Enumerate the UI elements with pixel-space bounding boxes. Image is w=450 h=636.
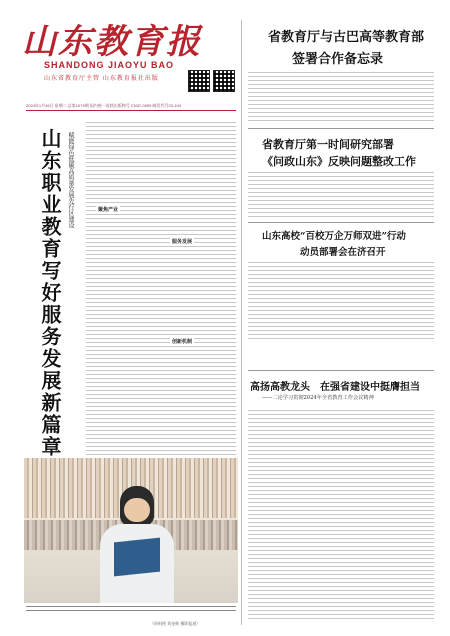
- lead-photo: [24, 458, 238, 603]
- masthead-logo: 山东教育报: [22, 22, 202, 62]
- section-head: 创新机制: [172, 339, 193, 345]
- section-divider: [248, 128, 434, 129]
- story4-headline: 高扬高教龙头 在强省建设中挺膺担当: [250, 382, 420, 393]
- qr-code-icon: [188, 70, 210, 92]
- section-divider: [248, 222, 434, 223]
- story3-headline: 山东高校“百校万企万师双进”行动: [262, 231, 406, 242]
- story4-subhead: ——二论学习贯彻2024年全省教育工作会议精神: [262, 395, 374, 401]
- photo-caption: [26, 606, 236, 614]
- section-head: 服务发展: [172, 239, 193, 245]
- lead-story-body: [86, 122, 236, 478]
- masthead-rule: [26, 110, 236, 111]
- book: [114, 538, 160, 577]
- section-divider: [248, 370, 434, 371]
- story3-headline-line2: 动员部署会在济召开: [300, 247, 386, 258]
- masthead-slogan: 山东省教育厅主管 山东教育报社出版: [44, 75, 159, 82]
- story2-headline: 省教育厅第一时间研究部署: [262, 138, 394, 151]
- photo-credit: （资料图 刘金辉 摄影报道）: [150, 621, 201, 626]
- column-divider: [241, 20, 242, 625]
- lead-story-headline: 山东职业教育写好服务发展新篇章: [38, 128, 62, 458]
- top-story-headline: 省教育厅与古巴高等教育部: [268, 30, 425, 45]
- masthead-english: SHANDONG JIAOYU BAO: [44, 60, 175, 70]
- student-figure: [124, 498, 150, 522]
- story3-body: [248, 262, 434, 342]
- qr-code-icon: [213, 70, 235, 92]
- story2-body: [248, 172, 434, 220]
- lead-story-subhead: 赋能绿色低碳高质量发展先行区建设: [67, 132, 74, 228]
- section-head: 聚焦产业: [98, 207, 119, 213]
- top-story-headline-line2: 签署合作备忘录: [292, 52, 384, 67]
- top-story-body: [248, 72, 434, 124]
- issue-line: 2024年1月16日 星期二 总第1079期 国内统一连续出版物号 CN37-0059 邮发代号23-104: [26, 103, 181, 108]
- story4-body: [248, 410, 434, 622]
- story2-headline-line2: 《问政山东》反映问题整改工作: [262, 155, 416, 168]
